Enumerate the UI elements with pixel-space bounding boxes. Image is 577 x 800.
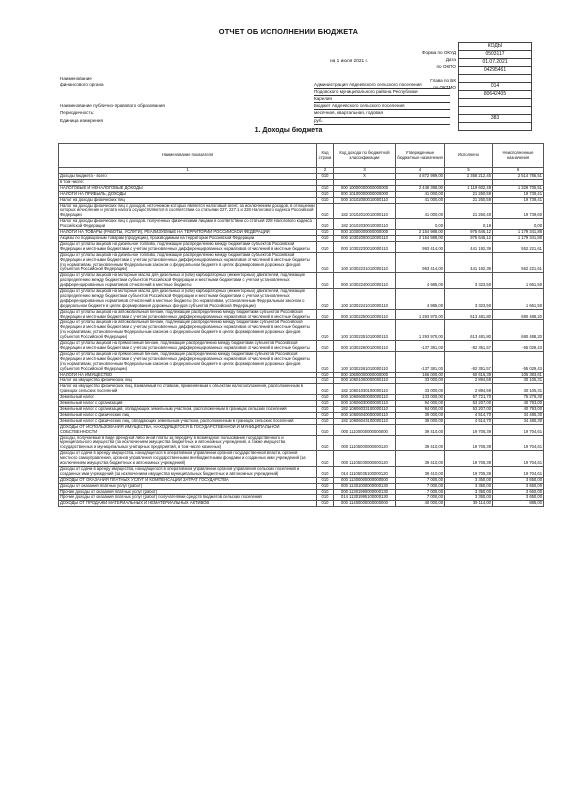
column-header: Наименование показателя bbox=[59, 144, 317, 168]
income-code: 014 11105035100000120 bbox=[334, 466, 396, 477]
meta-row bbox=[60, 110, 450, 117]
approved-amount: 2 154 988,00 bbox=[396, 235, 445, 241]
income-code: 000 11300000000000000 bbox=[334, 477, 396, 483]
approved-amount: 2 154 988,00 bbox=[396, 230, 445, 236]
row-name: Прочие доходы от оказания платных услуг (работ) bbox=[59, 489, 317, 495]
executed-amount: 21 260,59 bbox=[445, 197, 493, 203]
meta-row bbox=[60, 103, 450, 110]
code-value: 0503117 bbox=[459, 51, 532, 59]
column-header: Утвержденные бюджетные назначения bbox=[396, 144, 445, 168]
row-name: Налог на доходы физических лиц bbox=[59, 197, 317, 203]
executed-amount: 21 260,59 bbox=[445, 191, 493, 197]
table-row bbox=[59, 273, 544, 289]
row-code: 010 bbox=[317, 309, 334, 320]
code-label: Форма по ОКУД bbox=[421, 50, 456, 55]
unexecuted-amount: 1 661,50 bbox=[493, 289, 544, 310]
executed-amount: 57 721,70 bbox=[445, 395, 493, 401]
meta-label: Наименование bbox=[60, 76, 92, 81]
executed-amount: 19 705,39 bbox=[445, 466, 493, 477]
unexecuted-amount: 3 650,00 bbox=[493, 489, 544, 495]
unexecuted-amount: 3 650,00 bbox=[493, 483, 544, 489]
row-name: Земельный налог с организаций, обладающих земельным участком, расположенным в границах сельских поселений bbox=[59, 406, 317, 412]
table-row bbox=[59, 241, 544, 252]
column-header: Код дохода по бюджетной классификации bbox=[334, 144, 396, 168]
unexecuted-amount: 30 105,31 bbox=[493, 384, 544, 395]
unexecuted-amount: 105 383,61 bbox=[493, 372, 544, 378]
row-name: Земельный налог с физических лиц bbox=[59, 412, 317, 418]
code-value: 01.07.2021 bbox=[459, 59, 532, 67]
income-code: 000 11301000000000130 bbox=[334, 483, 396, 489]
row-name: Доходы от уплаты акцизов на моторные масла для дизельных и (или) карбюраторных (инжекторных) двигателей, подлежащие распределению между бюджетами субъектов Российской Федерации и местными бюджетами с учетом установленных дифференцированных нормативов отчислений в местные бюджеты bbox=[59, 273, 317, 289]
income-code: 000 11105000000000120 bbox=[334, 435, 396, 451]
approved-amount: -137 381,00 bbox=[396, 351, 445, 372]
unexecuted-amount: -55 029,43 bbox=[493, 351, 544, 372]
income-code: 000 11301990000000130 bbox=[334, 489, 396, 495]
executed-amount: -82 351,57 bbox=[445, 351, 493, 372]
meta-value: руб. bbox=[314, 118, 450, 125]
income-code: 000 10606030000000110 bbox=[334, 401, 396, 407]
income-code: 000 11100000000000000 bbox=[334, 424, 396, 435]
approved-amount: 4 985,00 bbox=[396, 289, 445, 310]
executed-amount: 39 114,00 bbox=[445, 501, 493, 507]
unexecuted-amount: 30 105,31 bbox=[493, 378, 544, 384]
executed-amount: -82 351,57 bbox=[445, 341, 493, 352]
table-row bbox=[59, 451, 544, 467]
executed-amount: 4 514,70 bbox=[445, 412, 493, 418]
row-code: 010 bbox=[317, 320, 334, 341]
income-code: 000 11400000000000000 bbox=[334, 501, 396, 507]
approved-amount: 7 000,00 bbox=[396, 483, 445, 489]
report-date: на 1 июля 2021 г. bbox=[330, 59, 369, 64]
meta-value: Подовского муниципального района Республики bbox=[314, 89, 450, 96]
executed-amount: 19 705,39 bbox=[445, 451, 493, 467]
executed-amount: 53 207,00 bbox=[445, 401, 493, 407]
unexecuted-amount: 34 485,30 bbox=[493, 412, 544, 418]
report-title: ОТЧЕТ ОБ ИСПОЛНЕНИИ БЮДЖЕТА bbox=[218, 27, 359, 36]
unexecuted-amount: 3 650,00 bbox=[493, 495, 544, 501]
column-header: Код строки bbox=[317, 144, 334, 168]
executed-amount: 2 894,69 bbox=[445, 384, 493, 395]
table-row bbox=[59, 424, 544, 435]
meta-row bbox=[60, 96, 450, 103]
meta-label: Единица измерения bbox=[60, 117, 103, 123]
row-code: 010 bbox=[317, 401, 334, 407]
income-code: 000 10300000000000000 bbox=[334, 230, 396, 236]
unexecuted-amount: 19 739,41 bbox=[493, 197, 544, 203]
income-code: 182 10606033100000110 bbox=[334, 406, 396, 412]
row-code: 010 bbox=[317, 252, 334, 273]
row-name: Земельный налог bbox=[59, 395, 317, 401]
code-value bbox=[459, 107, 532, 115]
income-code: 014 11301995100000130 bbox=[334, 495, 396, 501]
meta-value: Бюджет Авдеевского сельского поселения bbox=[314, 103, 450, 110]
row-name: ДОХОДЫ ОТ ПРОДАЖИ МАТЕРИАЛЬНЫХ И НЕМАТЕРИАЛЬНЫХ АКТИВОВ bbox=[59, 501, 317, 507]
income-table bbox=[58, 143, 544, 507]
executed-amount: 441 192,39 bbox=[445, 241, 493, 252]
executed-amount: 613 481,80 bbox=[445, 320, 493, 341]
row-name: Доходы от уплаты акцизов на дизельное топливо, подлежащие распределению между бюджетами субъектов Российской Федерации и местными бюджетами с учетом установленных дифференцированных нормативов отчислений в местные бюджеты bbox=[59, 241, 317, 252]
unexecuted-amount: 0,00 bbox=[493, 219, 544, 230]
executed-amount: 19 705,39 bbox=[445, 435, 493, 451]
meta-label: финансового органа bbox=[60, 82, 104, 88]
unexecuted-amount: 19 704,61 bbox=[493, 451, 544, 467]
approved-amount: 993 414,00 bbox=[396, 252, 445, 273]
approved-amount: 33 000,00 bbox=[396, 384, 445, 395]
approved-amount: 39 000,00 bbox=[396, 418, 445, 424]
unexecuted-amount: 19 739,60 bbox=[493, 203, 544, 219]
row-name: Доходы от сдачи в аренду имущества, находящегося в оперативном управлении органов государственной власти, органов местного самоуправления, органов управления государственными внебюджетными фондами и созданных ими учреждений (за исключением имущества бюджетных и автономных учреждений) bbox=[59, 451, 317, 467]
approved-amount: 39 410,00 bbox=[396, 466, 445, 477]
row-code: 010 bbox=[317, 219, 334, 230]
codes-table bbox=[458, 42, 532, 131]
approved-amount: 993 414,00 bbox=[396, 241, 445, 252]
approved-amount: 0,00 bbox=[396, 219, 445, 230]
approved-amount: 1 293 970,00 bbox=[396, 309, 445, 320]
meta-row bbox=[60, 89, 450, 96]
executed-amount: 21 260,40 bbox=[445, 203, 493, 219]
approved-amount: 40 000,00 bbox=[396, 501, 445, 507]
meta-value: месячная, квартальная, годовая bbox=[314, 110, 450, 117]
unexecuted-amount: 3 650,00 bbox=[493, 477, 544, 483]
row-code: 010 bbox=[317, 185, 334, 191]
code-label: по ОКТМО bbox=[433, 85, 456, 90]
row-code: 010 bbox=[317, 451, 334, 467]
row-name: ДОХОДЫ ОТ ИСПОЛЬЗОВАНИЯ ИМУЩЕСТВА, НАХОДЯЩЕГОСЯ В ГОСУДАРСТВЕННОЙ И МУНИЦИПАЛЬНОЙ СОБСТВЕННОСТИ bbox=[59, 424, 317, 435]
codes-header: КОДЫ bbox=[459, 43, 532, 51]
executed-amount: 2 358 212,45 bbox=[445, 174, 493, 180]
executed-amount: 3 350,00 bbox=[445, 489, 493, 495]
row-name: Доходы от уплаты акцизов на дизельное топливо, подлежащие распределению между бюджетами субъектов Российской Федерации и местными бюджетами с учетом установленных дифференцированных нормативов отчислений в местные бюджеты (по нормативам, установленным Федеральным законом о федеральном бюджете в целях формирования дорожных фондов субъектов Российской Федерации) bbox=[59, 252, 317, 273]
table-row bbox=[59, 203, 544, 219]
column-number: 2 bbox=[317, 168, 334, 174]
income-code: 000 10600000000000000 bbox=[334, 372, 396, 378]
row-name: ДОХОДЫ ОТ ОКАЗАНИЯ ПЛАТНЫХ УСЛУГ И КОМПЕНСАЦИИ ЗАТРАТ ГОСУДАРСТВА bbox=[59, 477, 317, 483]
row-name: Доходы от уплаты акцизов на прямогонный бензин, подлежащие распределению между бюджетами субъектов Российской Федерации и местными бюджетами с учетом установленных дифференцированных нормативов отчислений в местные бюджеты (по нормативам, установленным Федеральным законом о федеральном бюджете в целях формирования дорожных фондов субъектов Российской Федерации) bbox=[59, 351, 317, 372]
approved-amount: 1 293 970,00 bbox=[396, 320, 445, 341]
executed-amount: 3 323,50 bbox=[445, 273, 493, 289]
code-value bbox=[459, 99, 532, 107]
row-name: Налог на имущество физических лиц, взимаемый по ставкам, применяемым к объектам налогообложения, расположенным в границах сельских поселений bbox=[59, 384, 317, 395]
executed-amount: 3 350,00 bbox=[445, 483, 493, 489]
income-code: 182 10606043100000110 bbox=[334, 418, 396, 424]
income-code: 000 10100000000000000 bbox=[334, 191, 396, 197]
column-header: Неисполненные назначения bbox=[493, 144, 544, 168]
row-name: Доходы, получаемые в виде арендной либо иной платы за передачу в возмездное пользование государственного и муниципального имущества (за исключением имущества бюджетных и автономных учреждений, а также имущества государственных и муниципальных унитарных предприятий, в том числе казенных) bbox=[59, 435, 317, 451]
executed-amount: 4 514,70 bbox=[445, 418, 493, 424]
unexecuted-amount: 19 704,61 bbox=[493, 435, 544, 451]
row-code: 010 bbox=[317, 412, 334, 418]
row-code: 010 bbox=[317, 235, 334, 241]
row-code: 010 bbox=[317, 341, 334, 352]
approved-amount: 41 000,00 bbox=[396, 197, 445, 203]
approved-amount: -137 381,00 bbox=[396, 341, 445, 352]
row-code: 010 bbox=[317, 424, 334, 435]
row-name: в том числе: bbox=[59, 179, 317, 185]
unexecuted-amount: 19 704,61 bbox=[493, 424, 544, 435]
code-value bbox=[459, 75, 532, 83]
executed-amount: 60 616,39 bbox=[445, 372, 493, 378]
column-number: 3 bbox=[334, 168, 396, 174]
income-code: 000 10606000000000110 bbox=[334, 395, 396, 401]
executed-amount: 975 646,12 bbox=[445, 235, 493, 241]
income-code: 000 10601000000000110 bbox=[334, 378, 396, 384]
approved-amount: 41 000,00 bbox=[396, 191, 445, 197]
row-name: НАЛОГИ НА ТОВАРЫ (РАБОТЫ, УСЛУГИ), РЕАЛИЗУЕМЫЕ НА ТЕРРИТОРИИ РОССИЙСКОЙ ФЕДЕРАЦИИ bbox=[59, 230, 317, 236]
executed-amount: 19 705,39 bbox=[445, 424, 493, 435]
row-name: Доходы от уплаты акцизов на автомобильный бензин, подлежащие распределению между бюджетами субъектов Российской Федерации и местными бюджетами с учетом установленных дифференцированных нормативов отчислений в местные бюджеты bbox=[59, 309, 317, 320]
row-name: Налог на доходы физических лиц с доходов, полученных физическими лицами в соответствии со статьей 228 Налогового кодекса Российской Федерации bbox=[59, 219, 317, 230]
column-number: 6 bbox=[493, 168, 544, 174]
approved-amount: 39 410,00 bbox=[396, 451, 445, 467]
executed-amount: 3 323,50 bbox=[445, 289, 493, 310]
row-name: Доходы от сдачи в аренду имущества, находящегося в оперативном управлении органов управления сельских поселений и созданных ими учреждений (за исключением имущества муниципальных бюджетных и автономных учреждений) bbox=[59, 466, 317, 477]
income-code: 100 10302241010000110 bbox=[334, 289, 396, 310]
code-value: 80642405 bbox=[459, 91, 532, 99]
income-code: 000 10102000010000110 bbox=[334, 197, 396, 203]
income-code: 000 10302230010000110 bbox=[334, 241, 396, 252]
approved-amount: 7 000,00 bbox=[396, 477, 445, 483]
row-name: Доходы от уплаты акцизов на моторные масла для дизельных и (или) карбюраторных (инжекторных) двигателей, подлежащие распределению между бюджетами субъектов Российской Федерации и местными бюджетами с учетом установленных дифференцированных нормативов отчислений в местные бюджеты (по нормативам, установленным Федеральным законом о федеральном бюджете в целях формирования дорожных фондов субъектов Российской Федерации) bbox=[59, 289, 317, 310]
row-code: 010 bbox=[317, 191, 334, 197]
code-value: 04295461 bbox=[459, 67, 532, 75]
row-code: 010 bbox=[317, 230, 334, 236]
report-meta bbox=[60, 76, 450, 125]
row-code: 010 bbox=[317, 372, 334, 378]
approved-amount: 39 410,00 bbox=[396, 424, 445, 435]
row-name: Доходы от оказания платных услуг (работ) bbox=[59, 483, 317, 489]
approved-amount: 166 000,00 bbox=[396, 372, 445, 378]
approved-amount: 41 000,00 bbox=[396, 203, 445, 219]
row-code: 010 bbox=[317, 489, 334, 495]
row-name: Налог на доходы физических лиц с доходов, источником которых является налоговый агент, за исключением доходов, в отношении которых исчисление и уплата налога осуществляются в соответствии со статьями 227, 227.1 и 228 Налогового кодекса Российской Федерации bbox=[60, 203, 315, 218]
meta-label bbox=[60, 89, 314, 96]
unexecuted-amount: 40 793,00 bbox=[493, 401, 544, 407]
row-code: 010 bbox=[317, 378, 334, 384]
unexecuted-amount: 34 485,30 bbox=[493, 418, 544, 424]
executed-amount: 3 350,00 bbox=[445, 477, 493, 483]
approved-amount: 2 448 398,00 bbox=[396, 185, 445, 191]
income-code: 000 10302250010000110 bbox=[334, 309, 396, 320]
unexecuted-amount: 19 739,41 bbox=[493, 191, 544, 197]
table-row bbox=[59, 309, 544, 320]
row-name: Акцизы по подакцизным товарам (продукции), производимым на территории Российской Федерации bbox=[59, 235, 317, 241]
row-code: 010 bbox=[317, 289, 334, 310]
income-code: 182 10601030100000110 bbox=[334, 384, 396, 395]
row-code: 010 bbox=[317, 483, 334, 489]
executed-amount: 2 894,69 bbox=[445, 378, 493, 384]
table-row bbox=[59, 320, 544, 341]
unexecuted-amount: 2 514 785,51 bbox=[493, 174, 544, 180]
table-row bbox=[59, 289, 544, 310]
row-name: Земельный налог с организаций bbox=[59, 401, 317, 407]
meta-label: Периодичность: bbox=[60, 110, 95, 116]
approved-amount: 94 000,00 bbox=[396, 406, 445, 412]
table-row bbox=[59, 341, 544, 352]
income-code: 000 10000000000000000 bbox=[334, 185, 396, 191]
income-code: X bbox=[334, 174, 396, 180]
unexecuted-amount: 1 661,50 bbox=[493, 273, 544, 289]
row-name: Доходы бюджета - всего bbox=[59, 174, 317, 180]
income-code: 182 10102010010000110 bbox=[334, 203, 396, 219]
column-header: Исполнено bbox=[445, 144, 493, 168]
approved-amount: 7 000,00 bbox=[396, 489, 445, 495]
row-name: Доходы от уплаты акцизов на прямогонный бензин, подлежащие распределению между бюджетами субъектов Российской Федерации и местными бюджетами с учетом установленных дифференцированных нормативов отчислений в местные бюджеты bbox=[59, 341, 317, 352]
code-value: 383 bbox=[459, 115, 532, 123]
unexecuted-amount: 680 488,20 bbox=[493, 320, 544, 341]
code-value: 014 bbox=[459, 83, 532, 91]
row-name: Прочие доходы от оказания платных услуг (работ) получателями средств бюджетов сельских поселений bbox=[59, 495, 317, 501]
table-row bbox=[59, 466, 544, 477]
row-name: НАЛОГИ НА ПРИБЫЛЬ, ДОХОДЫ bbox=[59, 191, 317, 197]
code-label: по ОКПО bbox=[436, 64, 456, 69]
row-code: 010 bbox=[317, 241, 334, 252]
row-code: 010 bbox=[317, 351, 334, 372]
row-code: 010 bbox=[317, 395, 334, 401]
row-name: Доходы от уплаты акцизов на автомобильный бензин, подлежащие распределению между бюджетами субъектов Российской Федерации и местными бюджетами с учетом установленных дифференцированных нормативов отчислений в местные бюджеты (по нормативам, установленным Федеральным законом о федеральном бюджете в целях формирования дорожных фондов субъектов Российской Федерации) bbox=[59, 320, 317, 341]
approved-amount: 4 872 999,00 bbox=[396, 174, 445, 180]
meta-label: Наименование публично-правового образования bbox=[60, 103, 165, 109]
income-code: 182 10102030010000110 bbox=[334, 219, 396, 230]
executed-amount: 1 119 602,49 bbox=[445, 185, 493, 191]
meta-value: Администрация Авдеевского сельского поселения bbox=[314, 82, 450, 89]
table-row bbox=[59, 252, 544, 273]
meta-value: Карелия bbox=[314, 96, 450, 103]
table-row bbox=[59, 351, 544, 372]
unexecuted-amount: -55 029,43 bbox=[493, 341, 544, 352]
income-code: 000 10302260010000110 bbox=[334, 341, 396, 352]
income-code: 000 11105030000000120 bbox=[334, 451, 396, 467]
row-code: 010 bbox=[317, 495, 334, 501]
table-row bbox=[59, 219, 544, 230]
row-name: Налог на имущество физических лиц bbox=[59, 378, 317, 384]
income-code: 100 10302231010000110 bbox=[334, 252, 396, 273]
row-code: 010 bbox=[317, 418, 334, 424]
unexecuted-amount: 40 793,00 bbox=[493, 406, 544, 412]
meta-label bbox=[60, 96, 314, 103]
income-code: 100 10302251010000110 bbox=[334, 320, 396, 341]
code-label: Дата bbox=[445, 57, 456, 62]
row-code: 010 bbox=[317, 466, 334, 477]
income-code: 000 10302000010000110 bbox=[334, 235, 396, 241]
row-code: 010 bbox=[317, 477, 334, 483]
executed-amount: 613 481,80 bbox=[445, 309, 493, 320]
approved-amount: 39 000,00 bbox=[396, 412, 445, 418]
unexecuted-amount: 1 328 705,51 bbox=[493, 185, 544, 191]
executed-amount: 975 646,12 bbox=[445, 230, 493, 236]
income-code: 000 10302240010000110 bbox=[334, 273, 396, 289]
table-row bbox=[59, 501, 544, 507]
row-code: 010 bbox=[317, 197, 334, 203]
approved-amount: 133 000,00 bbox=[396, 395, 445, 401]
unexecuted-amount: 1 179 341,88 bbox=[493, 235, 544, 241]
executed-amount: 53 207,00 bbox=[445, 406, 493, 412]
approved-amount: 94 000,00 bbox=[396, 401, 445, 407]
unexecuted-amount: 552 221,61 bbox=[493, 252, 544, 273]
unexecuted-amount: 886,00 bbox=[493, 501, 544, 507]
executed-amount: 0,19 bbox=[445, 219, 493, 230]
approved-amount: 4 985,00 bbox=[396, 273, 445, 289]
table-row bbox=[59, 435, 544, 451]
table-row bbox=[59, 384, 544, 395]
row-name: НАЛОГИ НА ИМУЩЕСТВО bbox=[59, 372, 317, 378]
unexecuted-amount: 75 278,30 bbox=[493, 395, 544, 401]
row-code: 010 bbox=[317, 501, 334, 507]
section-title: 1. Доходы бюджета bbox=[254, 127, 323, 134]
column-number: 1 bbox=[59, 168, 317, 174]
row-code: 010 bbox=[317, 384, 334, 395]
executed-amount: 441 192,39 bbox=[445, 252, 493, 273]
column-number: 5 bbox=[445, 168, 493, 174]
row-name: Земельный налог с физических лиц, обладающих земельным участком, расположенным в границах сельских поселений bbox=[59, 418, 317, 424]
meta-row bbox=[60, 118, 450, 125]
row-code: 010 bbox=[317, 435, 334, 451]
approved-amount: 7 000,00 bbox=[396, 495, 445, 501]
row-code: 010 bbox=[317, 273, 334, 289]
income-code: 100 10302261010000110 bbox=[334, 351, 396, 372]
unexecuted-amount: 19 704,61 bbox=[493, 466, 544, 477]
code-label: Глава по БК bbox=[430, 78, 456, 83]
row-name: НАЛОГОВЫЕ И НЕНАЛОГОВЫЕ ДОХОДЫ bbox=[59, 185, 317, 191]
row-code: 010 bbox=[317, 203, 334, 219]
approved-amount: 39 410,00 bbox=[396, 435, 445, 451]
unexecuted-amount: 680 488,20 bbox=[493, 309, 544, 320]
executed-amount: 3 350,00 bbox=[445, 495, 493, 501]
unexecuted-amount: 552 221,61 bbox=[493, 241, 544, 252]
income-code: 000 10606040000000110 bbox=[334, 412, 396, 418]
column-number: 4 bbox=[396, 168, 445, 174]
approved-amount: 33 000,00 bbox=[396, 378, 445, 384]
unexecuted-amount: 1 179 341,88 bbox=[493, 230, 544, 236]
row-code: 010 bbox=[317, 406, 334, 412]
row-code: 010 bbox=[317, 174, 334, 180]
